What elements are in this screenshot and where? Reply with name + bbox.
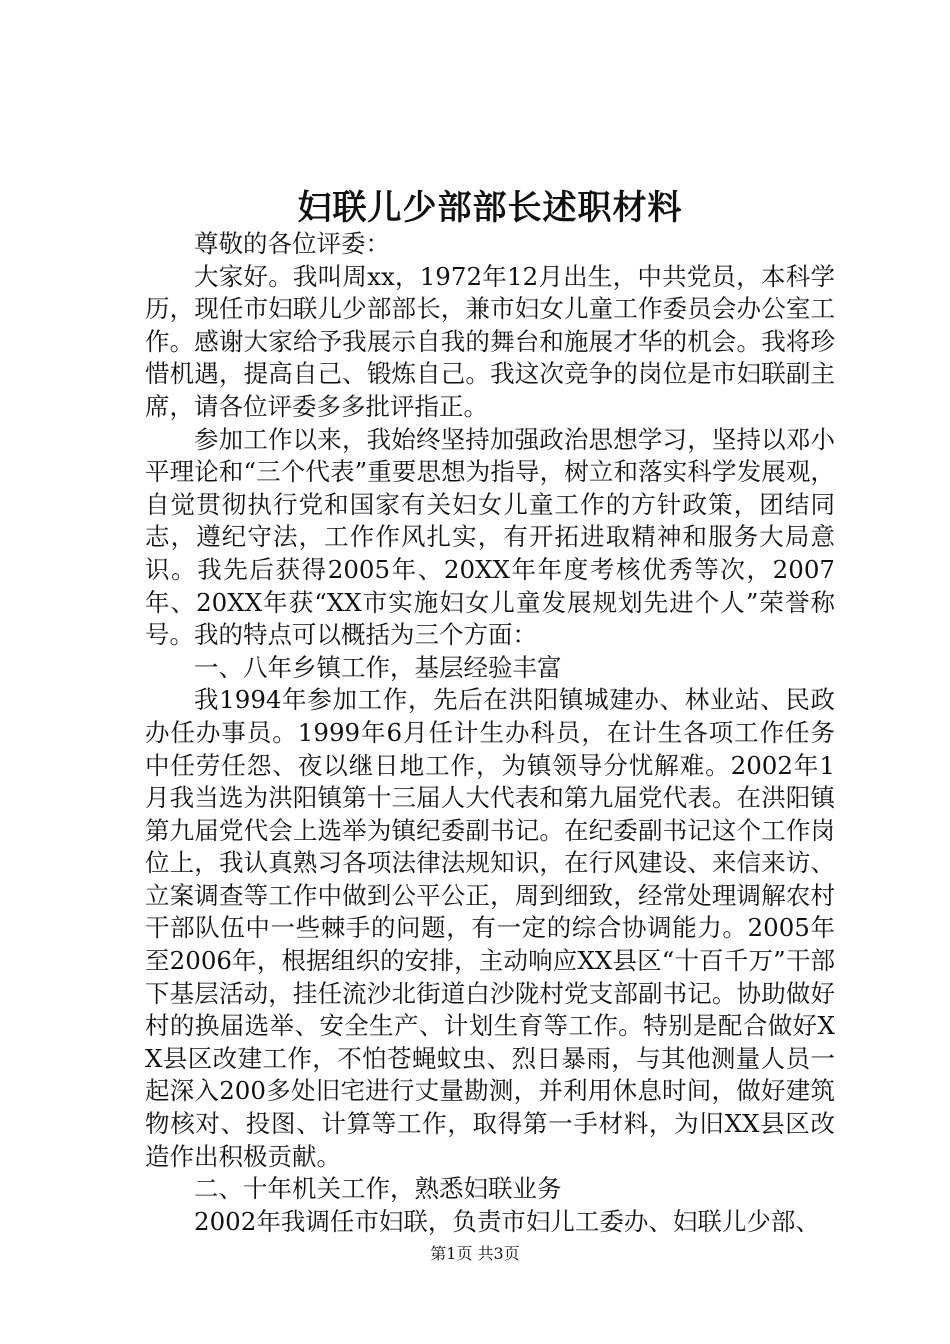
paragraph-township-work: 我1994年参加工作，先后在洪阳镇城建办、林业站、民政办任办事员。1999年6月任计生办科员，在计生各项工作任务中任劳任怨、夜以继日地工作，为镇领导分忧解难。2002年1月我当选为洪阳镇第十三届人大代表和第九届党代表。在洪阳镇第九届党代会上选举为镇纪委副书记。在纪委副书记这个工作岗位上，我认真熟习各项法律法规知识，在行风建设、来信来访、立案调查等工作中做到公平公正，周到细致，经常处理调解农村干部队伍中一些棘手的问题，有一定的综合协调能力。2005年至2006年，根据组织的安排，主动响应XX县区“十百千万”干部下基层活动，挂任流沙北街道白沙陇村党支部副书记。协助做好村的换届选举、安全生产、计划生育等工作。特别是配合做好XX县区改建工作，不怕苍蝇蚊虫、烈日暴雨，与其他测量人员一起深入200多处旧宅进行丈量勘测，并利用休息时间，做好建筑物核对、投图、计算等工作，取得第一手材料，为旧XX县区改造作出积极贡献。 — [145, 685, 835, 1171]
document-body — [145, 228, 835, 1238]
document-page — [145, 0, 835, 1344]
salutation: 尊敬的各位评委： — [194, 229, 390, 258]
paragraph-introduction: 大家好。我叫周xx，1972年12月出生，中共党员，本科学历，现任市妇联儿少部部长，兼市妇女儿童工作委员会办公室工作。感谢大家给予我展示自我的舞台和施展才华的机会。我将珍惜机遇，提高自己、锻炼自己。我这次竞争的岗位是市妇联副主席，请各位评委多多批评指正。 — [145, 261, 835, 421]
page-footer: 第1页 共3页 — [430, 1244, 520, 1263]
section-heading-2: 二、十年机关工作，熟悉妇联业务 — [194, 1174, 562, 1204]
document-title: 妇联儿少部部长述职材料 — [297, 188, 683, 228]
paragraph-work-overview: 参加工作以来，我始终坚持加强政治思想学习，坚持以邓小平理论和“三个代表”重要思想为指导，树立和落实科学发展观，自觉贯彻执行党和国家有关妇女儿童工作的方针政策，团结同志，遵纪守法，工作作风扎实，有开拓进取精神和服务大局意识。我先后获得2005年、20XX年年度考核优秀等次，2007年、20XX年获“XX市实施妇女儿童发展规划先进个人”荣誉称号。我的特点可以概括为三个方面： — [145, 424, 835, 650]
section-heading-1: 一、八年乡镇工作，基层经验丰富 — [194, 652, 562, 682]
paragraph-agency-work: 2002年我调任市妇联，负责市妇儿工委办、妇联儿少部、 — [194, 1206, 820, 1236]
